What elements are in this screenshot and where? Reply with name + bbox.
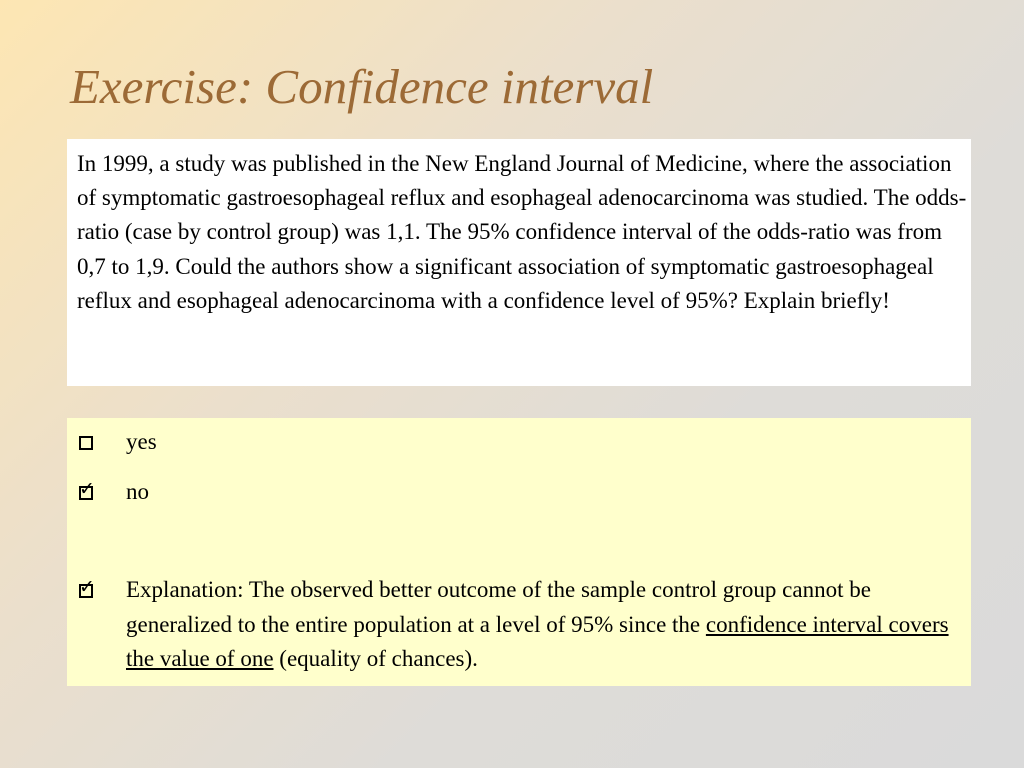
explanation-text-after: (equality of chances). — [273, 646, 478, 671]
question-box — [67, 139, 971, 386]
explanation-underlined: confidence interval covers the value of one — [126, 611, 949, 671]
checkbox-yes[interactable] — [79, 436, 93, 450]
answer-box — [67, 418, 971, 686]
option-explanation[interactable] — [67, 573, 971, 683]
checkmark-icon: ✓ — [79, 478, 95, 500]
explanation-text — [126, 573, 961, 677]
option-yes-label: yes — [126, 429, 157, 454]
question-text: In 1999, a study was published in the New England Journal of Medicine, where the association of symptomatic gastroesophageal reflux and esophageal adenocarcinoma was studied. The odds-ratio (case by control group) was 1,1. The 95% confidence interval of the odds-ratio was from 0,7 to 1,9. Could the authors show a significant association of symptomatic gastroesophageal reflux and esophageal adenocarcinoma with a confidence level of 95%? Explain briefly! — [77, 151, 967, 313]
option-yes[interactable] — [67, 425, 971, 459]
slide-title: Exercise: Confidence interval — [70, 59, 654, 114]
explanation-text-before: Explanation: The observed better outcome of the sample control group cannot be generalized to the entire population at a level of 95% since the — [126, 577, 871, 637]
option-no-label: no — [126, 479, 149, 504]
checkmark-icon: ✓ — [79, 576, 95, 598]
option-no[interactable] — [67, 475, 971, 509]
checkbox-no[interactable] — [79, 478, 95, 500]
checkbox-explanation[interactable] — [79, 576, 95, 598]
